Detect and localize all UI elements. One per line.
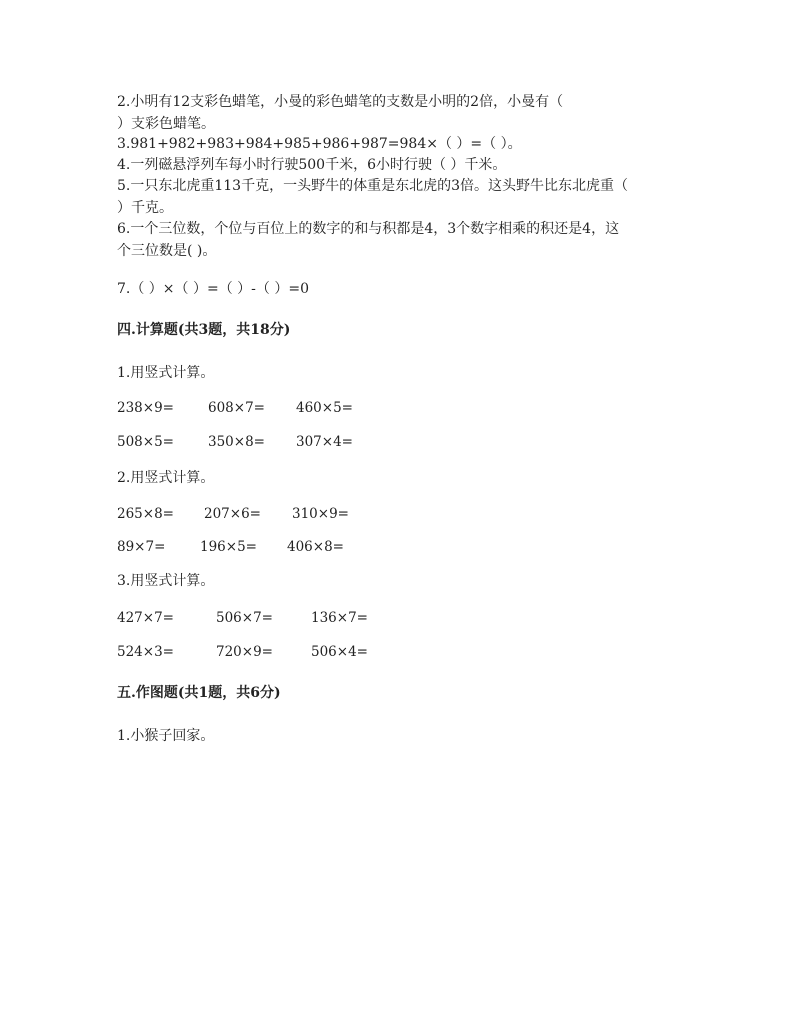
calc-item: 350×8= bbox=[208, 434, 265, 450]
calc-item: 196×5= bbox=[200, 539, 257, 555]
calc-item: 720×9= bbox=[216, 644, 273, 660]
question-2-line-2: ）支彩色蜡笔。 bbox=[117, 116, 215, 132]
calc-item: 238×9= bbox=[117, 400, 174, 416]
calc-item: 506×4= bbox=[311, 644, 368, 660]
calc-item: 406×8= bbox=[287, 539, 344, 555]
section-5-problem-1-title: 1.小猴子回家。 bbox=[117, 728, 215, 744]
calc-item: 136×7= bbox=[311, 610, 368, 626]
calc-item: 460×5= bbox=[296, 400, 353, 416]
calc-item: 310×9= bbox=[292, 506, 349, 522]
question-5-line-2: ）千克。 bbox=[117, 200, 173, 216]
calc-item: 506×7= bbox=[216, 610, 273, 626]
calc-item: 307×4= bbox=[296, 434, 353, 450]
calc-item: 524×3= bbox=[117, 644, 174, 660]
section-4-problem-3-title: 3.用竖式计算。 bbox=[117, 573, 215, 589]
section-4-problem-1-title: 1.用竖式计算。 bbox=[117, 365, 215, 381]
question-2-line-1: 2.小明有12支彩色蜡笔，小曼的彩色蜡笔的支数是小明的2倍，小曼有（ bbox=[117, 94, 564, 110]
section-4-heading: 四.计算题(共3题，共18分) bbox=[117, 322, 291, 338]
question-5-line-1: 5.一只东北虎重113千克，一头野牛的体重是东北虎的3倍。这头野牛比东北虎重（ bbox=[117, 178, 628, 194]
calc-item: 427×7= bbox=[117, 610, 174, 626]
calc-item: 608×7= bbox=[208, 400, 265, 416]
question-7: 7.（ ）×（ ）=（ ）-（ ）=0 bbox=[117, 281, 309, 297]
question-4: 4.一列磁悬浮列车每小时行驶500千米，6小时行驶（ ）千米。 bbox=[117, 157, 507, 173]
section-5-heading: 五.作图题(共1题，共6分) bbox=[117, 685, 281, 701]
question-6-line-2: 个三位数是( )。 bbox=[117, 243, 217, 259]
calc-item: 207×6= bbox=[204, 506, 261, 522]
question-3: 3.981+982+983+984+985+986+987=984×（ ）=（ ）。 bbox=[117, 136, 522, 152]
calc-item: 508×5= bbox=[117, 434, 174, 450]
section-4-problem-2-title: 2.用竖式计算。 bbox=[117, 470, 215, 486]
calc-item: 89×7= bbox=[117, 539, 166, 555]
question-6-line-1: 6.一个三位数，个位与百位上的数字的和与积都是4，3个数字相乘的积还是4，这 bbox=[117, 221, 620, 237]
calc-item: 265×8= bbox=[117, 506, 174, 522]
